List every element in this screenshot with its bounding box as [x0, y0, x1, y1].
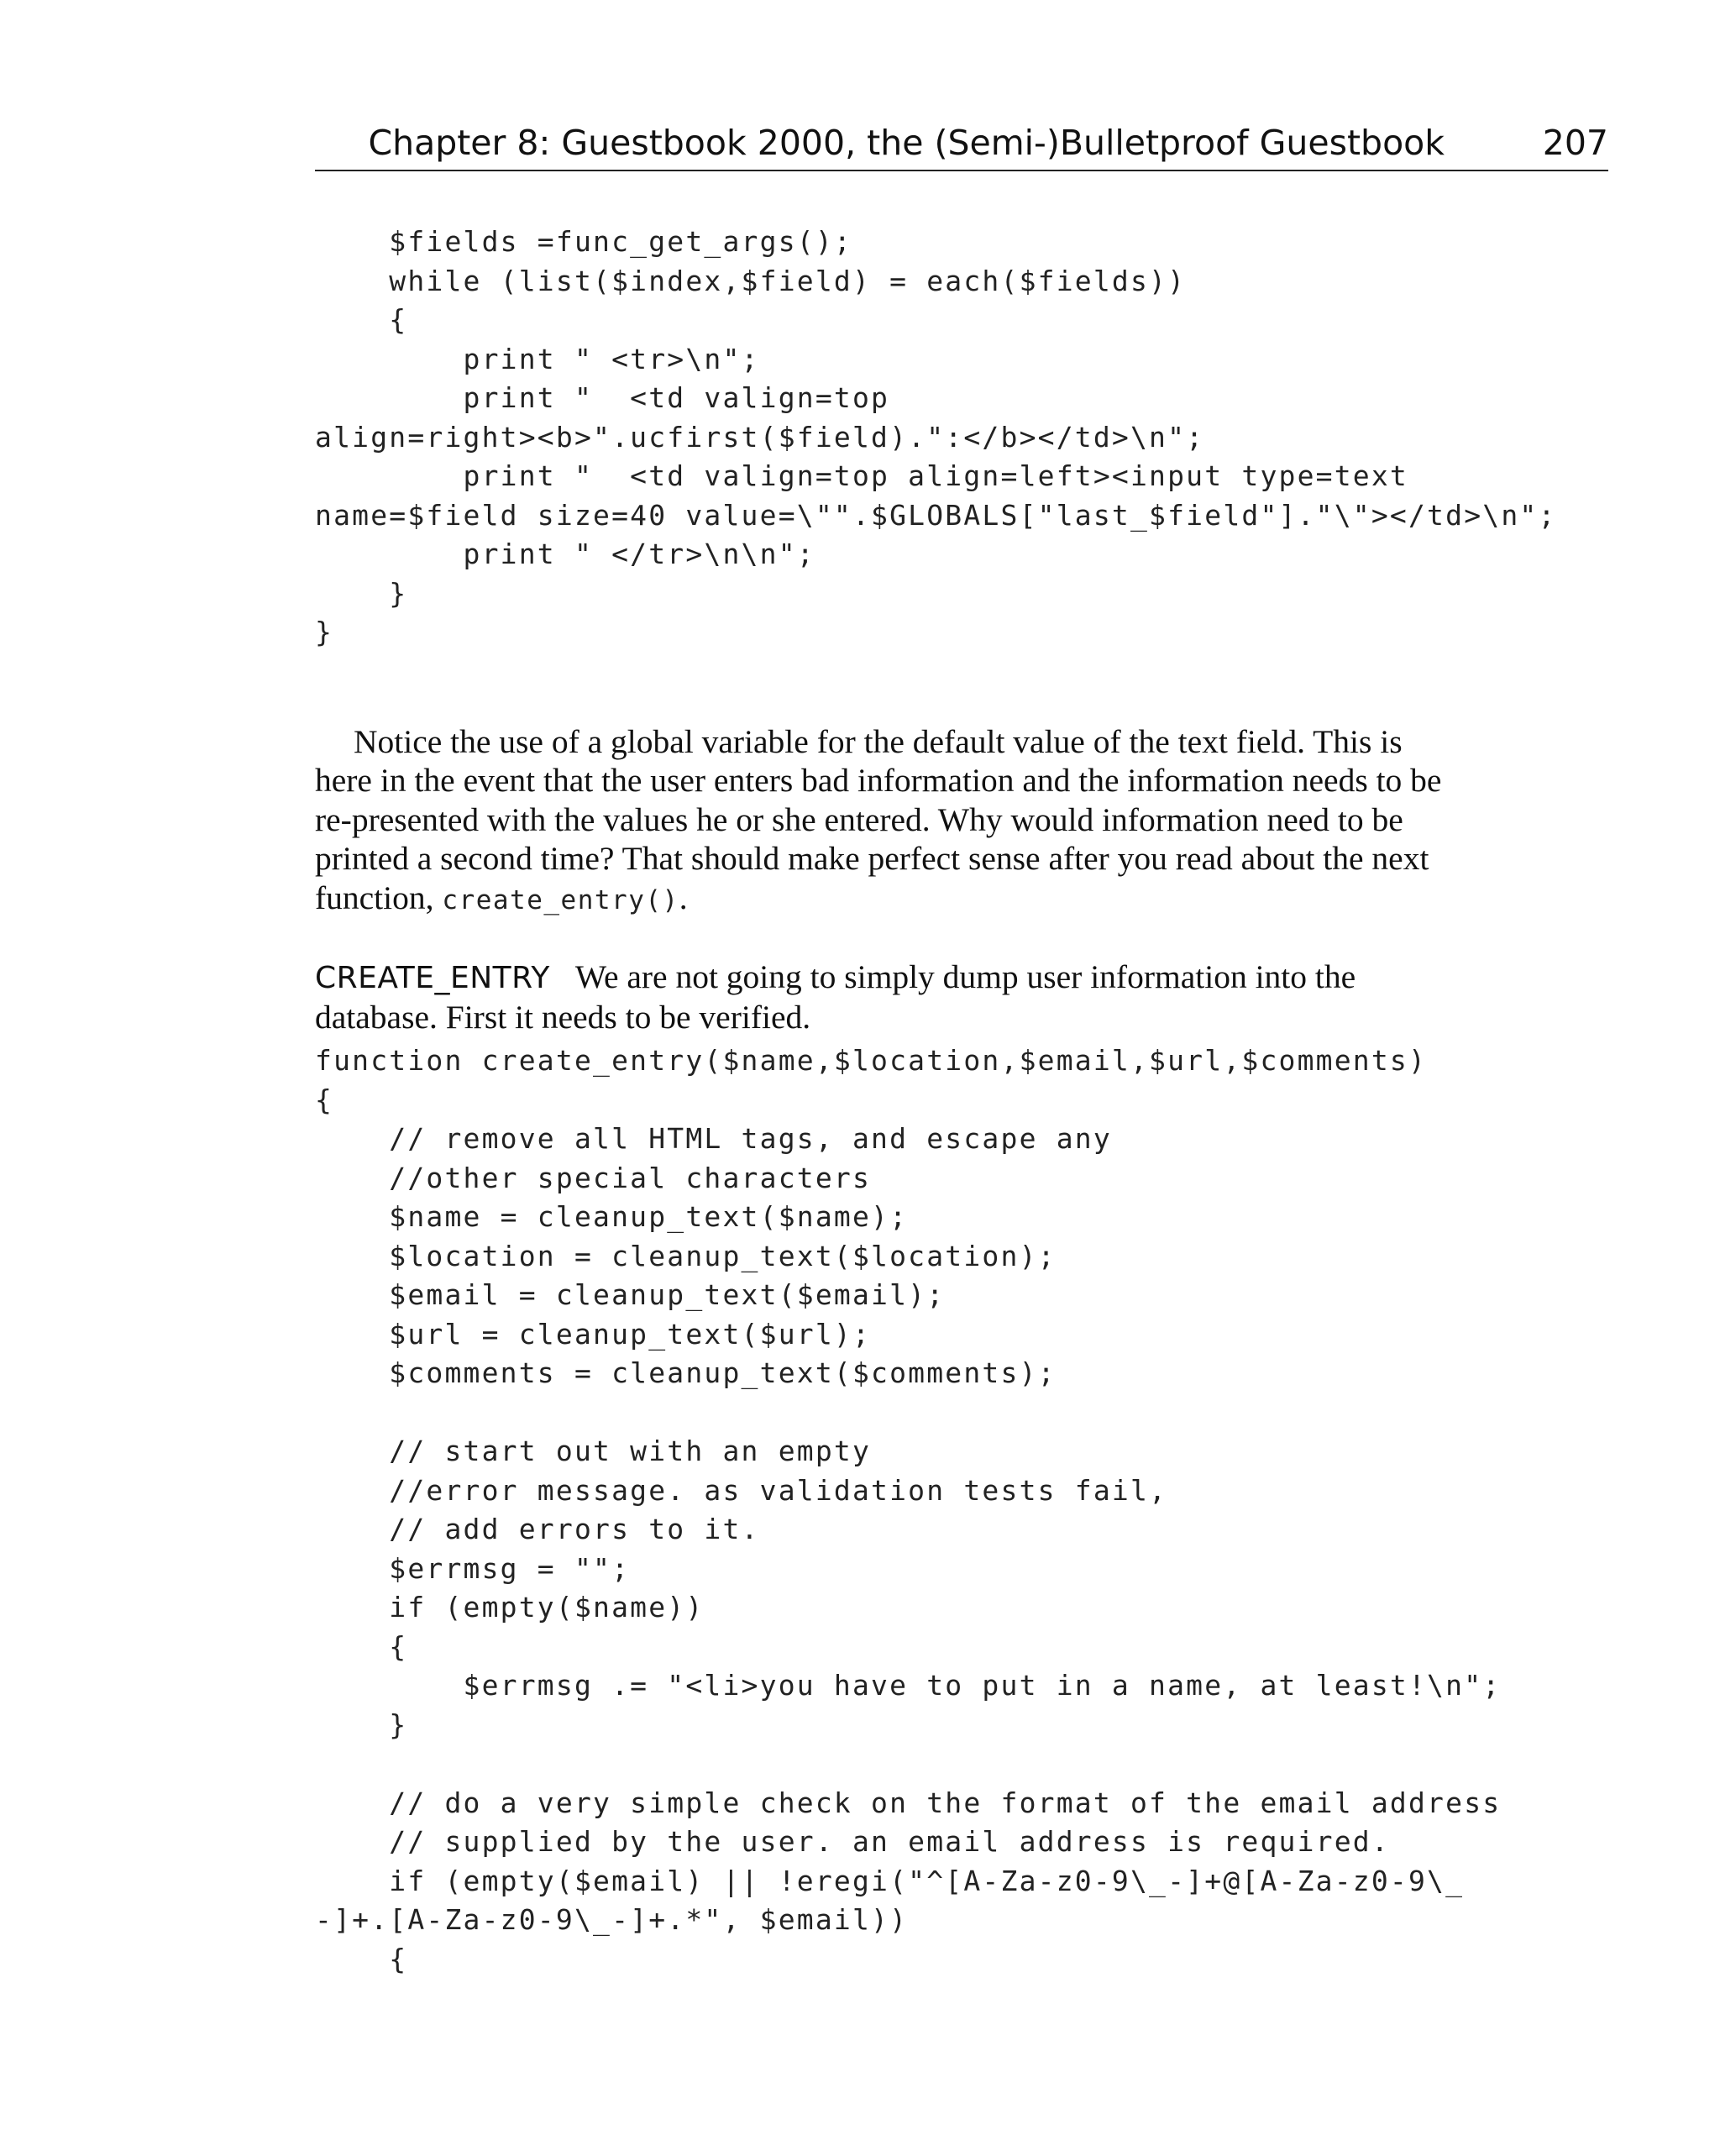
code-line [315, 1744, 1501, 1784]
code-block-form-fields [315, 223, 1557, 653]
code-line: // start out with an empty [315, 1435, 872, 1467]
inline-code: create_entry() [442, 884, 679, 915]
code-line: $email = cleanup_text($email); [315, 1278, 946, 1311]
code-line: $url = cleanup_text($url); [315, 1317, 872, 1351]
section-paragraph [315, 957, 1445, 1037]
code-line: // do a very simple check on the format of the email address [315, 1786, 1502, 1819]
code-line: print " </tr>\n\n"; [315, 538, 815, 570]
code-line: print " <td valign=top [315, 381, 890, 414]
code-line: //error message. as validation tests fail, [315, 1473, 1168, 1507]
code-line: $comments = cleanup_text($comments); [315, 1356, 1057, 1389]
running-header [315, 116, 1608, 171]
code-line: { [315, 1629, 408, 1663]
code-line: { [315, 303, 408, 336]
paragraph-end: . [679, 879, 688, 916]
section-heading: CREATE_ENTRY [315, 960, 550, 995]
code-line: // remove all HTML tags, and escape any [315, 1122, 1112, 1155]
code-line: function create_entry($name,$location,$email,$url,$comments) [315, 1044, 1428, 1077]
code-line: $fields =func_get_args(); [315, 225, 852, 258]
code-line: $location = cleanup_text($location); [315, 1239, 1057, 1272]
code-line [315, 1393, 1501, 1433]
code-line: // add errors to it. [315, 1513, 760, 1545]
code-line: if (empty($email) || !eregi("^[A-Za-z0-9\_-]+@[A-Za-z0-9\_ [315, 1864, 1465, 1897]
code-line: $errmsg = ""; [315, 1551, 631, 1585]
code-line: align=right><b>".ucfirst($field).":</b></td>\n"; [315, 420, 1205, 454]
code-line: while (list($index,$field) = each($fields)) [315, 264, 1187, 297]
code-line: { [315, 1942, 408, 1975]
section-text: We are not going to simply dump user information into the database. First it needs to be verified. [315, 957, 1356, 1036]
code-line: print " <td valign=top align=left><input type=text [315, 459, 1408, 492]
code-line: //other special characters [315, 1161, 872, 1194]
code-line: $errmsg .= "<li>you have to put in a name, at least!\n"; [315, 1669, 1502, 1702]
code-line: $name = cleanup_text($name); [315, 1200, 909, 1233]
code-line: } [315, 1707, 408, 1741]
code-block-create-entry [315, 1041, 1501, 1979]
page-number: 207 [1542, 123, 1608, 163]
chapter-title: Chapter 8: Guestbook 2000, the (Semi-)Bulletproof Guestbook [368, 123, 1445, 163]
code-line: // supplied by the user. an email address is required. [315, 1825, 1390, 1858]
code-line: { [315, 1083, 334, 1116]
body-paragraph [315, 722, 1445, 921]
code-line: print " <tr>\n"; [315, 342, 760, 375]
code-line: } [315, 576, 408, 610]
paragraph-text: Notice the use of a global variable for the default value of the text field. This is here in the event that the user enters bad information and the information needs to be re-presented with the values he or she entered. Why would information need to be printed a second time? That should make perfect sense after you read about the next function, [315, 722, 1442, 916]
code-line: -]+.[A-Za-z0-9\_-]+.*", $email)) [315, 1903, 909, 1936]
code-line: if (empty($name)) [315, 1591, 705, 1624]
code-line: name=$field size=40 value=\"".$GLOBALS["last_$field"]."\"></td>\n"; [315, 498, 1557, 532]
code-line: } [315, 616, 334, 648]
